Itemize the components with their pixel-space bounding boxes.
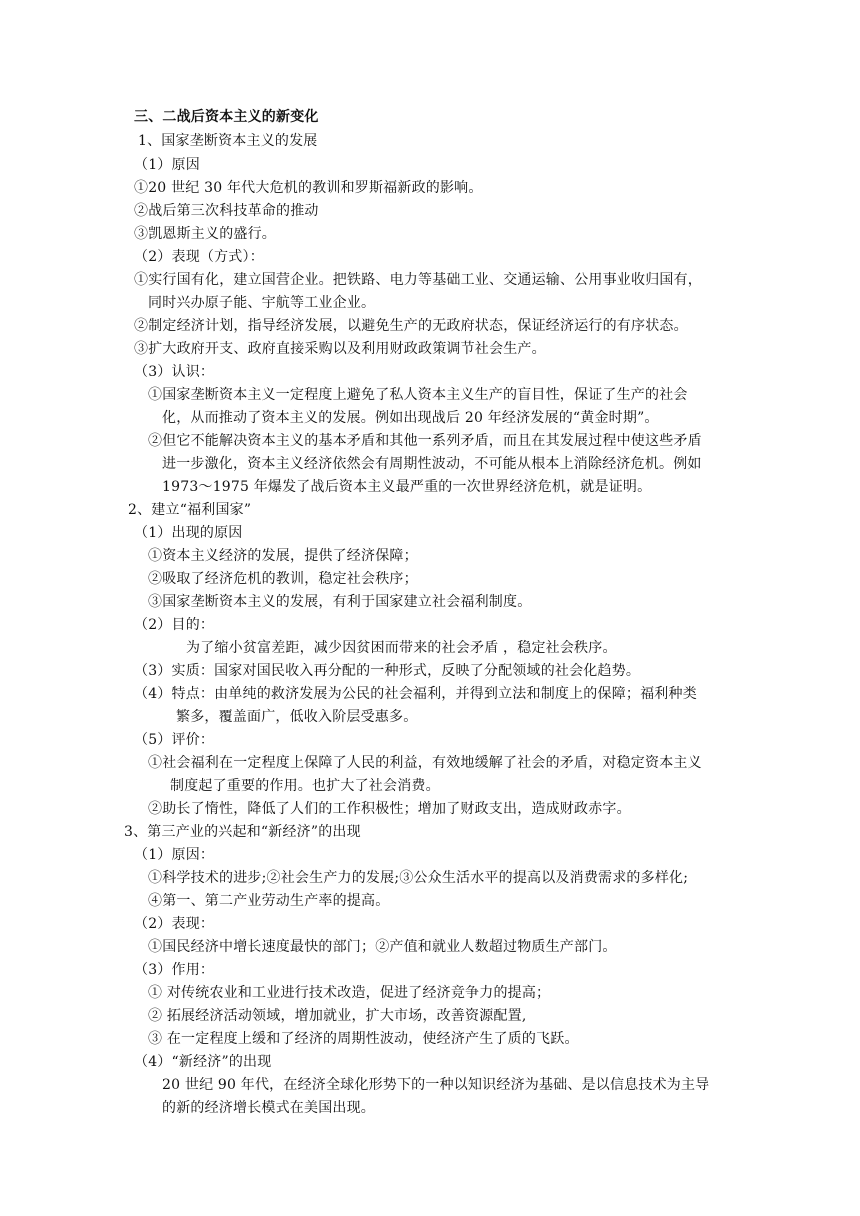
list-item-cont: 化，从而推动了资本主义的发展。例如出现战后 20 年经济发展的“黄金时期”。 [162, 410, 659, 426]
subsection-title: 1、国家垄断资本主义的发展 [138, 133, 318, 149]
list-item: ②战后第三次科技革命的推动 [134, 203, 319, 219]
item-label: （4）“新经济”的出现 [134, 1054, 272, 1070]
section-title: 三、二战后资本主义的新变化 [134, 109, 319, 125]
item-label: （2）表现： [134, 916, 215, 932]
list-item: ③ 在一定程度上缓和了经济的周期性波动，使经济产生了质的飞跃。 [148, 1031, 579, 1047]
list-item: ①科学技术的进步;②社会生产力的发展;③公众生活水平的提高以及消费需求的多样化; [148, 870, 689, 886]
item-label: （3）作用： [134, 962, 215, 978]
item-label: （5）评价： [134, 732, 215, 748]
list-item: ①实行国有化，建立国营企业。把铁路、电力等基础工业、交通运输、公用事业收归国有， [134, 272, 702, 288]
list-item: ③扩大政府开支、政府直接采购以及利用财政政策调节社会生产。 [134, 341, 546, 357]
subsection-title: 2、建立“福利国家” [128, 502, 252, 518]
paragraph: （4）特点：由单纯的救济发展为公民的社会福利，并得到立法和制度上的保障；福利种类 [134, 686, 697, 702]
item-label: （1）出现的原因 [134, 525, 243, 541]
list-item-cont: 进一步激化，资本主义经济依然会有周期性波动，不可能从根本上消除经济危机。例如 [162, 456, 702, 472]
list-item: ③国家垄断资本主义的发展，有利于国家建立社会福利制度。 [148, 594, 532, 610]
list-item: ④第一、第二产业劳动生产率的提高。 [148, 893, 390, 909]
paragraph: （3）实质：国家对国民收入再分配的一种形式，反映了分配领域的社会化趋势。 [134, 663, 641, 679]
list-item-cont: 同时兴办原子能、宇航等工业企业。 [148, 295, 376, 311]
paragraph-cont: 的新的经济增长模式在美国出现。 [162, 1100, 375, 1116]
paragraph-cont: 繁多，覆盖面广，低收入阶层受惠多。 [176, 709, 418, 725]
item-label: （2）表现（方式）： [134, 249, 264, 265]
list-item: ② 拓展经济活动领域，增加就业，扩大市场，改善资源配置, [148, 1008, 527, 1024]
list-item: ②但它不能解决资本主义的基本矛盾和其他一系列矛盾，而且在其发展过程中使这些矛盾 [148, 433, 702, 449]
item-label: （2）目的： [134, 617, 215, 633]
subsection-title: 3、第三产业的兴起和“新经济”的出现 [124, 824, 361, 840]
list-item: ①社会福利在一定程度上保障了人民的利益，有效地缓解了社会的矛盾，对稳定资本主义 [148, 755, 702, 771]
list-item: ②吸取了经济危机的教训，稳定社会秩序； [148, 571, 418, 587]
list-item: ①国民经济中增长速度最快的部门；②产值和就业人数超过物质生产部门。 [148, 939, 617, 955]
paragraph: 为了缩小贫富差距，减少因贫困而带来的社会矛盾 ，稳定社会秩序。 [186, 640, 617, 656]
list-item: ③凯恩斯主义的盛行。 [134, 226, 276, 242]
list-item-cont: 1973～1975 年爆发了战后资本主义最严重的一次世界经济危机，就是证明。 [162, 479, 652, 495]
list-item-cont: 制度起了重要的作用。也扩大了社会消费。 [170, 778, 440, 794]
list-item: ① 对传统农业和工业进行技术改造，促进了经济竞争力的提高； [148, 985, 551, 1001]
list-item: ①20 世纪 30 年代大危机的教训和罗斯福新政的影响。 [134, 180, 483, 196]
list-item: ②助长了惰性，降低了人们的工作积极性；增加了财政支出，造成财政赤字。 [148, 801, 631, 817]
item-label: （1）原因 [134, 157, 200, 173]
item-label: （3）认识： [134, 364, 215, 380]
list-item: ②制定经济计划，指导经济发展，以避免生产的无政府状态，保证经济运行的有序状态。 [134, 318, 688, 334]
item-label: （1）原因： [134, 847, 215, 863]
list-item: ①国家垄断资本主义一定程度上避免了私人资本主义生产的盲目性，保证了生产的社会 [148, 387, 688, 403]
list-item: ①资本主义经济的发展，提供了经济保障； [148, 548, 418, 564]
paragraph: 20 世纪 90 年代，在经济全球化形势下的一种以知识经济为基础、是以信息技术为主导 [162, 1077, 710, 1093]
